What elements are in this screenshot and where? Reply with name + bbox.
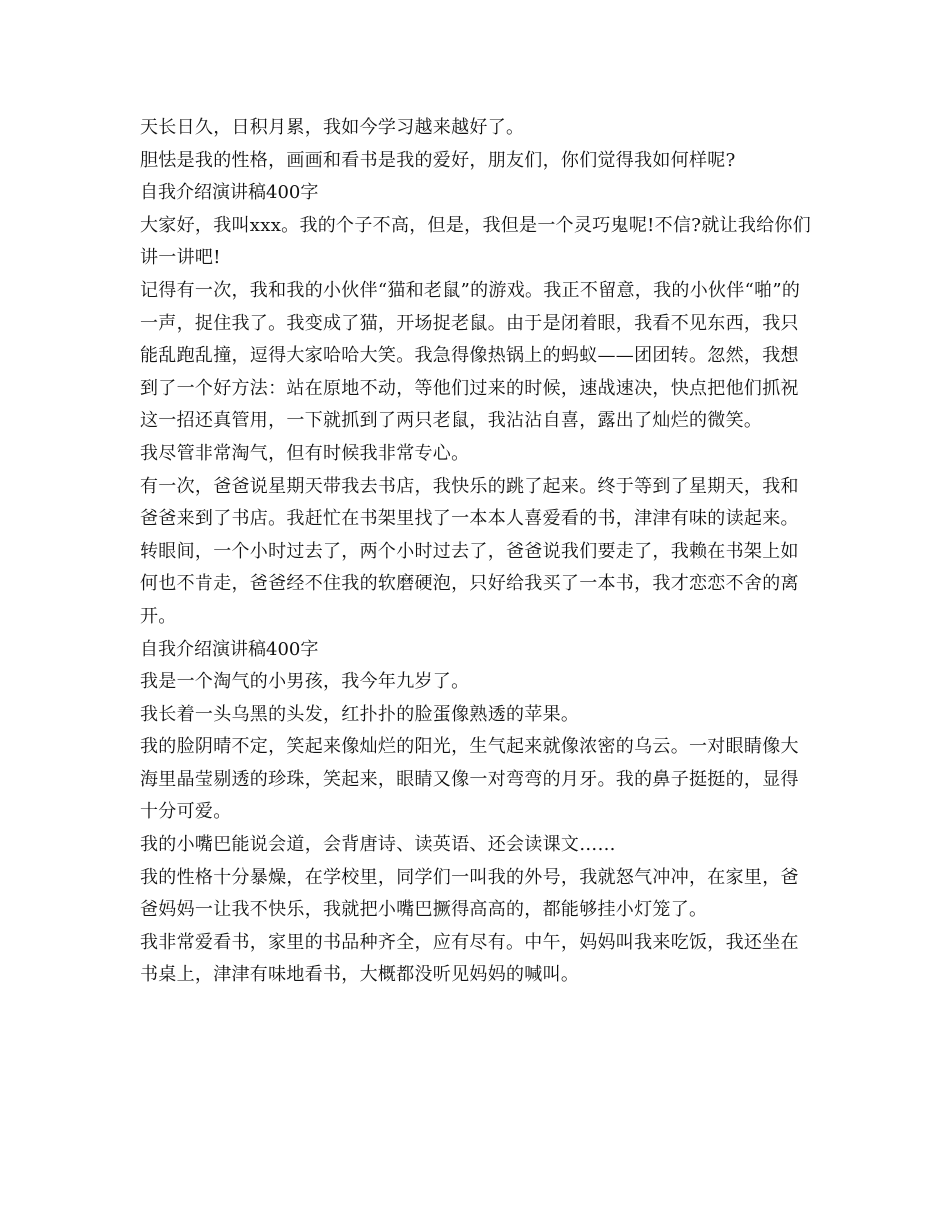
paragraph: 我长着一头乌黑的头发，红扑扑的脸蛋像熟透的苹果。 bbox=[140, 703, 580, 725]
paragraph: 我的性格十分暴燥，在学校里，同学们一叫我的外号，我就怒气冲冲，在家里，爸爸妈妈一让我不快乐，我就把小嘴巴撅得高高的，都能够挂小灯笼了。 bbox=[140, 866, 799, 921]
document-body bbox=[140, 112, 812, 992]
paragraph: 天长日久，日积月累，我如今学习越来越好了。 bbox=[140, 117, 525, 138]
paragraph: 有一次，爸爸说星期天带我去书店，我快乐的跳了起来。终于等到了星期天，我和爸爸来到了书店。我赶忙在书架里找了一本本人喜爱看的书，津津有味的读起来。转眼间，一个小时过去了，两个小时过去了，爸爸说我们要走了，我赖在书架上如何也不肯走，爸爸经不住我的软磨硬泡，只好给我买了一本书，我才恋恋不舍的离开。 bbox=[140, 475, 799, 627]
section-heading: 自我介绍演讲稿400字 bbox=[140, 638, 319, 660]
section-heading: 自我介绍演讲稿400字 bbox=[140, 182, 319, 204]
paragraph: 我是一个淘气的小男孩，我今年九岁了。 bbox=[140, 671, 470, 693]
paragraph: 我的小嘴巴能说会道，会背唐诗、读英语、还会读课文…… bbox=[140, 834, 616, 856]
paragraph: 记得有一次，我和我的小伙伴“猫和老鼠”的游戏。我正不留意，我的小伙伴“啪”的一声，捉住我了。我变成了猫，开场捉老鼠。由于是闭着眼，我看不见东西，我只能乱跑乱撞，逗得大家哈哈大笑。我急得像热锅上的蚂蚁——团团转。忽然，我想到了一个好方法：站在原地不动，等他们过来的时候，速战速决，快点把他们抓祝这一招还真管用，一下就抓到了两只老鼠，我沾沾自喜，露出了灿烂的微笑。 bbox=[140, 279, 801, 432]
paragraph: 胆怯是我的性格，画画和看书是我的爱好，朋友们，你们觉得我如何样呢? bbox=[140, 149, 736, 171]
paragraph: 我的脸阴晴不定，笑起来像灿烂的阳光，生气起来就像浓密的乌云。一对眼睛像大海里晶莹剔透的珍珠，笑起来，眼睛又像一对弯弯的月牙。我的鼻子挺挺的，显得十分可爱。 bbox=[140, 736, 799, 823]
paragraph: 大家好，我叫xxx。我的个子不高，但是，我但是一个灵巧鬼呢!不信?就让我给你们讲一讲吧! bbox=[140, 214, 812, 269]
paragraph: 我非常爱看书，家里的书品种齐全，应有尽有。中午，妈妈叫我来吃饭，我还坐在书桌上，津津有味地看书，大概都没听见妈妈的喊叫。 bbox=[140, 931, 799, 986]
paragraph: 我尽管非常淘气，但有时候我非常专心。 bbox=[140, 442, 470, 464]
